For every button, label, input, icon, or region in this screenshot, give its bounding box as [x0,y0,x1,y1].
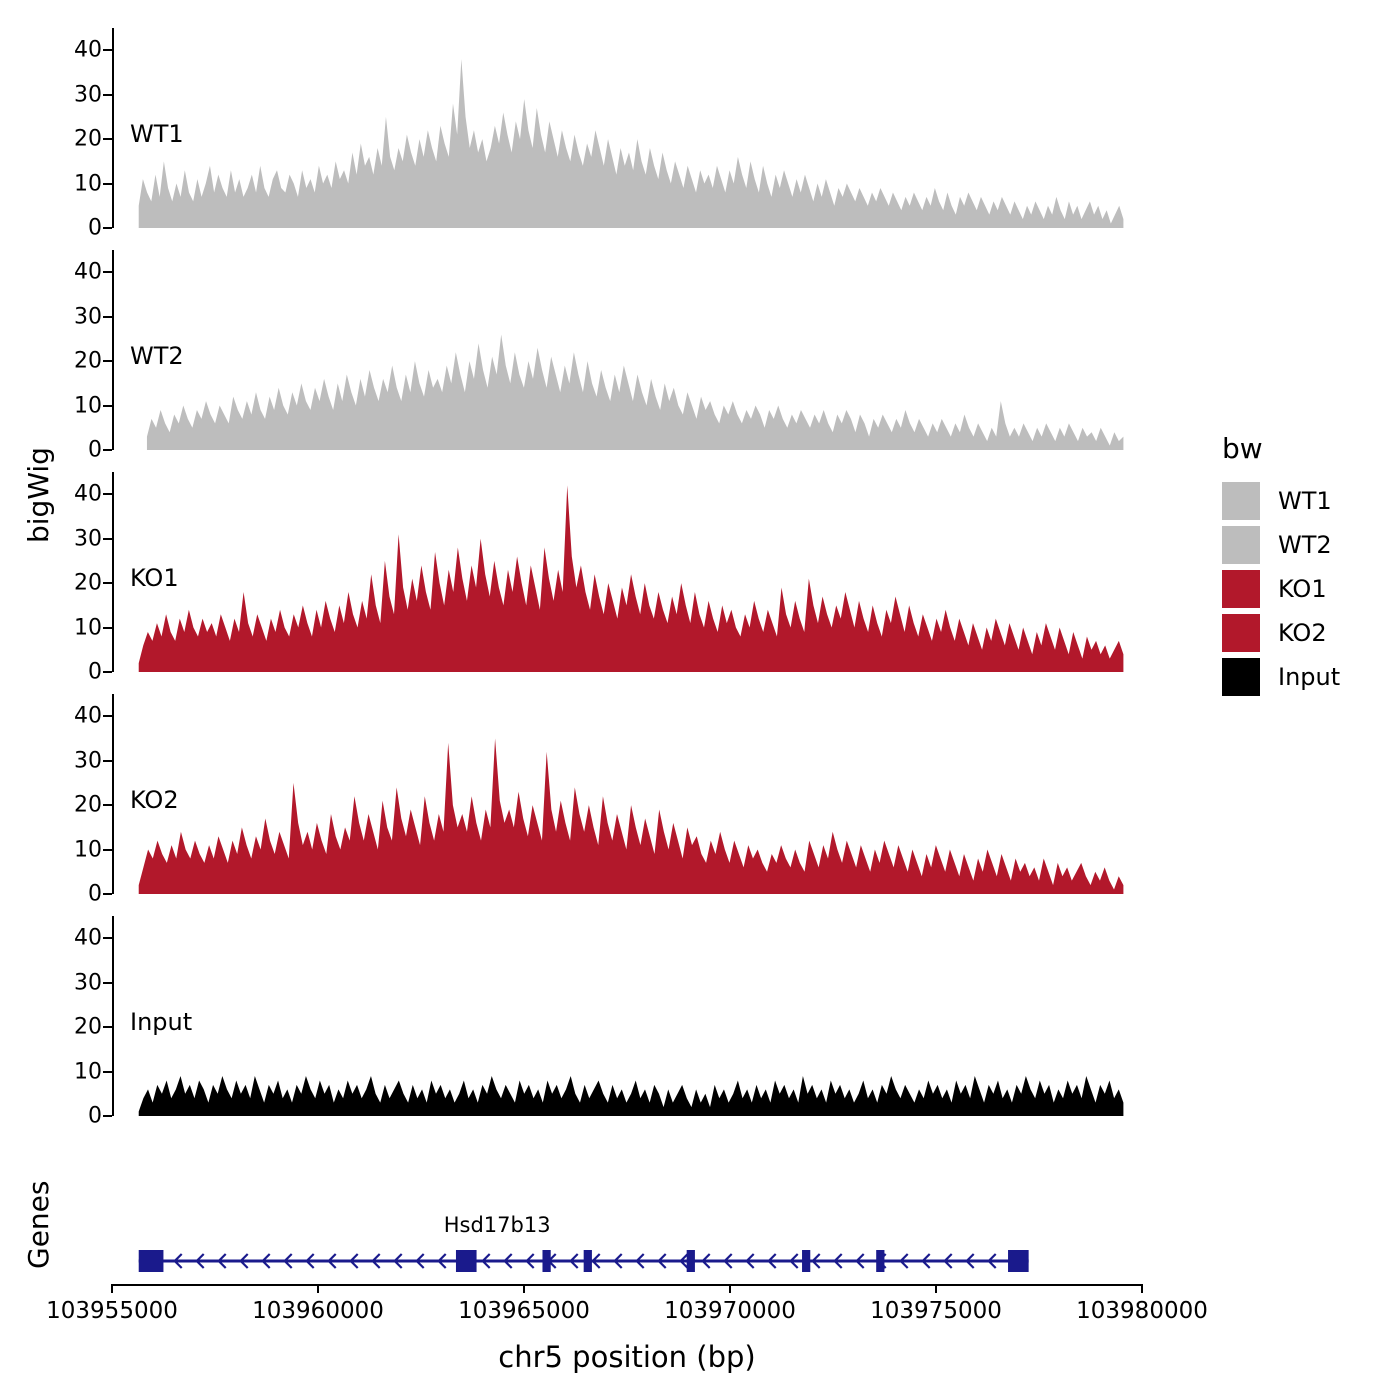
legend-swatch-wt1 [1222,482,1260,520]
y-tick-label: 20 [74,126,102,152]
y-tick-mark [103,849,112,851]
x-tick-label: 103960000 [252,1298,384,1324]
y-tick-mark [103,405,112,407]
legend-swatch-ko1 [1222,570,1260,608]
x-tick-mark [935,1284,937,1293]
y-tick-mark [103,1071,112,1073]
y-tick-mark [103,982,112,984]
y-tick-label: 10 [74,615,102,641]
y-tick-mark [103,316,112,318]
legend-swatch-wt2 [1222,526,1260,564]
y-tick-label: 0 [88,437,102,463]
legend-label-wt1: WT1 [1278,487,1332,515]
y-tick-mark [103,627,112,629]
y-tick-mark [103,271,112,273]
y-tick-label: 0 [88,215,102,241]
y-tick-mark [103,449,112,451]
x-tick-label: 103980000 [1076,1298,1208,1324]
y-tick-label: 30 [74,304,102,330]
x-tick-mark [729,1284,731,1293]
legend-item-wt2[interactable] [1222,523,1392,567]
legend-swatch-input [1222,658,1260,696]
track-input [74,916,1144,1129]
y-tick-mark [103,804,112,806]
y-tick-mark [103,937,112,939]
y-tick-label: 10 [74,837,102,863]
y-tick-mark [103,538,112,540]
y-tick-label: 30 [74,526,102,552]
signal-area-ko1 [114,472,1144,672]
y-tick-label: 0 [88,1103,102,1129]
y-tick-label: 10 [74,1059,102,1085]
x-tick-label: 103955000 [46,1298,178,1324]
y-axis-group-label-bigwig-text: bigWig [22,447,55,543]
track-label-wt2: WT2 [130,342,184,370]
y-tick-label: 0 [88,659,102,685]
legend-label-ko1: KO1 [1278,575,1327,603]
x-tick-mark [111,1284,113,1293]
signal-area-ko2 [114,694,1144,894]
x-tick-mark [1141,1284,1143,1293]
y-tick-label: 20 [74,570,102,596]
y-tick-mark [103,493,112,495]
y-tick-label: 40 [74,703,102,729]
y-tick-label: 30 [74,748,102,774]
y-tick-label: 40 [74,37,102,63]
x-tick-mark [317,1284,319,1293]
y-tick-mark [103,49,112,51]
y-tick-label: 20 [74,792,102,818]
y-tick-mark [103,1115,112,1117]
legend-label-input: Input [1278,663,1341,691]
y-tick-label: 0 [88,881,102,907]
x-axis-label: chr5 position (bp) [498,1340,756,1374]
genes-track [112,1155,1144,1283]
y-tick-label: 30 [74,82,102,108]
y-tick-mark [103,582,112,584]
legend-items [1222,479,1392,699]
y-tick-label: 30 [74,970,102,996]
track-label-wt1: WT1 [130,120,184,148]
y-tick-label: 20 [74,348,102,374]
legend-item-ko2[interactable] [1222,611,1392,655]
y-tick-mark [103,183,112,185]
y-tick-label: 10 [74,393,102,419]
x-tick-label: 103965000 [458,1298,590,1324]
track-label-input: Input [130,1008,193,1036]
legend [1222,432,1392,699]
legend-label-wt2: WT2 [1278,531,1332,559]
legend-item-ko1[interactable] [1222,567,1392,611]
y-tick-mark [103,760,112,762]
y-tick-mark [103,715,112,717]
track-wt2 [74,250,1144,463]
y-tick-label: 20 [74,1014,102,1040]
y-tick-mark [103,94,112,96]
signal-area-wt1 [114,28,1144,228]
y-axis-group-label-genes-text: Genes [22,1180,55,1270]
legend-item-input[interactable] [1222,655,1392,699]
x-tick-mark [523,1284,525,1293]
y-tick-label: 10 [74,171,102,197]
track-label-ko1: KO1 [130,564,179,592]
gene-model-area [114,1155,1144,1283]
legend-title: bw [1222,432,1263,465]
y-tick-mark [103,227,112,229]
gene-label: Hsd17b13 [443,1213,551,1237]
signal-area-wt2 [114,250,1144,450]
legend-label-ko2: KO2 [1278,619,1327,647]
legend-swatch-ko2 [1222,614,1260,652]
y-tick-mark [103,893,112,895]
y-tick-mark [103,671,112,673]
track-wt1 [74,28,1144,241]
legend-item-wt1[interactable] [1222,479,1392,523]
y-tick-mark [103,138,112,140]
x-tick-label: 103970000 [664,1298,796,1324]
track-ko2 [74,694,1144,907]
x-tick-label: 103975000 [870,1298,1002,1324]
y-tick-mark [103,1026,112,1028]
y-axis-group-label-bigwig [22,330,55,660]
y-tick-mark [103,360,112,362]
y-tick-label: 40 [74,481,102,507]
y-tick-label: 40 [74,259,102,285]
y-tick-label: 40 [74,925,102,951]
x-axis-line [112,1284,1142,1286]
signal-area-input [114,916,1144,1116]
y-axis-group-label-genes [22,1160,55,1290]
track-label-ko2: KO2 [130,786,179,814]
track-ko1 [74,472,1144,685]
